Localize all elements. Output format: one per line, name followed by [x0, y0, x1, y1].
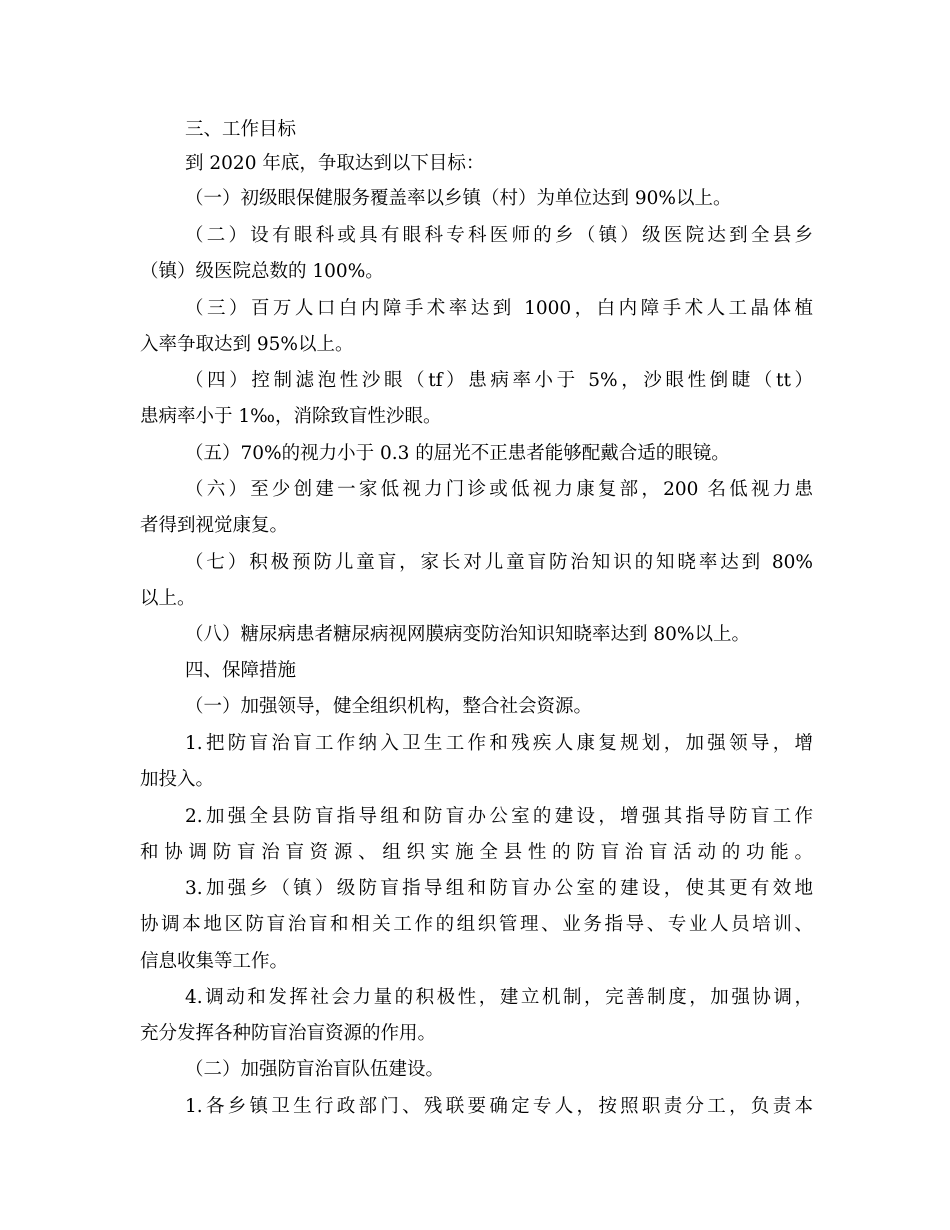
- section-heading: 四、保障措施: [185, 660, 297, 681]
- measure-item-4-cont: 充分发挥各种防盲治盲资源的作用。: [140, 1023, 437, 1044]
- paragraph-line: 到 2020 年底，争取达到以下目标：: [185, 153, 485, 174]
- goal-item-2-cont: （镇）级医院总数的 100%。: [140, 261, 384, 282]
- goal-item-6-cont: 者得到视觉康复。: [140, 515, 289, 536]
- goal-item-2: （二）设有眼科或具有眼科专科医师的乡（镇）级医院达到全县乡: [185, 225, 813, 246]
- measure-heading-2: （二）加强防盲治盲队伍建设。: [185, 1059, 445, 1080]
- goal-item-1: （一）初级眼保健服务覆盖率以乡镇（村）为单位达到 90%以上。: [185, 188, 732, 209]
- goal-item-7: （七）积极预防儿童盲，家长对儿童盲防治知识的知晓率达到 80%: [185, 552, 813, 573]
- measure-item-1: 1.把防盲治盲工作纳入卫生工作和残疾人康复规划，加强领导，增: [185, 733, 813, 754]
- goal-item-4: （四）控制滤泡性沙眼（tf）患病率小于 5%，沙眼性倒睫（tt）: [185, 370, 813, 391]
- measure-item-2-cont: 和协调防盲治盲资源、组织实施全县性的防盲治盲活动的功能。: [140, 842, 813, 863]
- measure-item-1-cont: 加投入。: [140, 769, 215, 790]
- measure-item-3: 3.加强乡（镇）级防盲指导组和防盲办公室的建设，使其更有效地: [185, 878, 813, 899]
- goal-item-5: （五）70%的视力小于 0.3 的屈光不正患者能够配戴合适的眼镜。: [185, 443, 730, 464]
- measure-item-3-cont2: 信息收集等工作。: [140, 951, 289, 972]
- goal-item-8: （八）糖尿病患者糖尿病视网膜病变防治知识知晓率达到 80%以上。: [185, 624, 751, 645]
- goal-item-3: （三）百万人口白内障手术率达到 1000，白内障手术人工晶体植: [185, 298, 813, 319]
- goal-item-4-cont: 患病率小于 1‰，消除致盲性沙眼。: [140, 406, 442, 427]
- measure-item-2: 2.加强全县防盲指导组和防盲办公室的建设，增强其指导防盲工作: [185, 806, 813, 827]
- measure-heading-1: （一）加强领导，健全组织机构，整合社会资源。: [185, 696, 593, 717]
- goal-item-6: （六）至少创建一家低视力门诊或低视力康复部，200 名低视力患: [185, 479, 813, 500]
- goal-item-7-cont: 以上。: [140, 588, 196, 609]
- goal-item-3-cont: 入率争取达到 95%以上。: [140, 334, 354, 355]
- measure-item-4: 4.调动和发挥社会力量的积极性，建立机制，完善制度，加强协调，: [185, 987, 813, 1008]
- measure-item-2-1: 1.各乡镇卫生行政部门、残联要确定专人，按照职责分工，负责本: [185, 1096, 813, 1117]
- measure-item-3-cont: 协调本地区防盲治盲和相关工作的组织管理、业务指导、专业人员培训、: [140, 914, 813, 935]
- section-heading: 三、工作目标: [185, 119, 297, 140]
